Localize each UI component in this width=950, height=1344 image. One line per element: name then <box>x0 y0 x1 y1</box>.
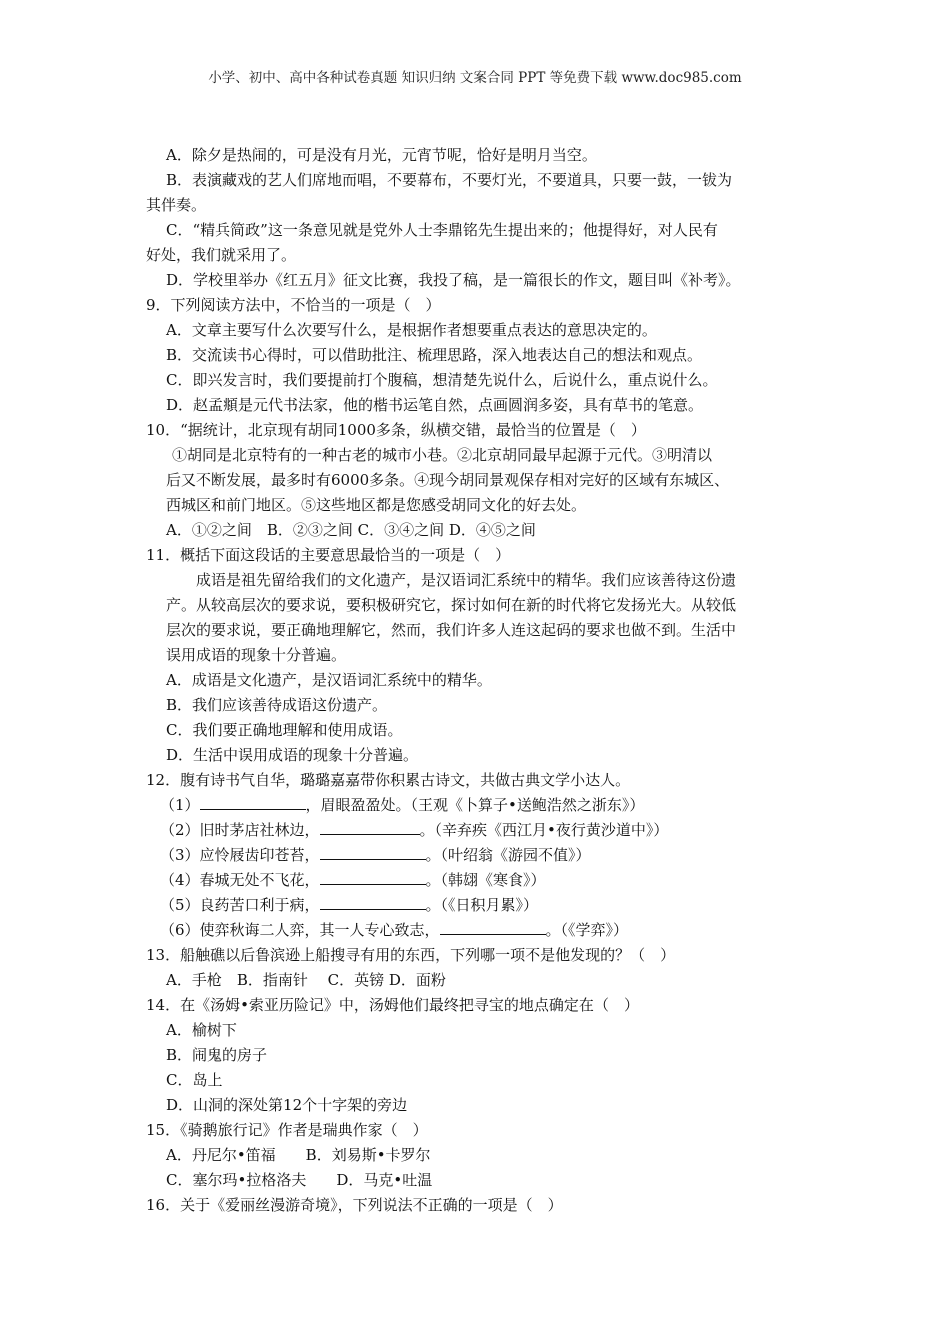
q9-option-d: D．赵孟頫是元代书法家，他的楷书运笔自然，点画圆润多姿，具有草书的笔意。 <box>166 396 704 414</box>
q12-item-4-suffix: 。（韩翃《寒食》） <box>425 871 546 889</box>
q8-option-b: B．表演藏戏的艺人们席地而唱，不要幕布，不要灯光，不要道具，只要一鼓，一钹为 <box>166 171 733 189</box>
q12-item-1-blank[interactable] <box>200 793 306 810</box>
page-content <box>146 143 810 1218</box>
q8-option-d: D．学校里举办《红五月》征文比赛，我投了稿，是一篇很长的作文，题目叫《补考》。 <box>166 271 741 289</box>
q10-passage-line: 后又不断发展，最多时有6000多条。④现今胡同景观保存相对完好的区域有东城区、 <box>166 471 730 489</box>
q12-item-6-blank[interactable] <box>440 918 546 935</box>
q9-option-b: B．交流读书心得时，可以借助批注、梳理思路，深入地表达自己的想法和观点。 <box>166 346 703 364</box>
q12-item-3-blank[interactable] <box>320 843 426 860</box>
q12-item-4 <box>146 868 810 893</box>
q9-stem: 9．下列阅读方法中，不恰当的一项是（ ） <box>146 296 441 314</box>
q10-stem: 10．“据统计，北京现有胡同1000多条，纵横交错，最恰当的位置是（ ） <box>146 421 646 439</box>
q9-option-a: A．文章主要写什么次要写什么，是根据作者想要重点表达的意思决定的。 <box>166 321 657 339</box>
q11-passage-line: 成语是祖先留给我们的文化遗产，是汉语词汇系统中的精华。我们应该善待这份遗 <box>166 571 737 589</box>
q11-option-a: A．成语是文化遗产，是汉语词汇系统中的精华。 <box>166 671 492 689</box>
q12-item-5-suffix: 。（《日积月累》） <box>425 896 539 914</box>
q11-stem: 11．概括下面这段话的主要意思最恰当的一项是（ ） <box>146 546 511 564</box>
q11-passage-line: 产。从较高层次的要求说，要积极研究它，探讨如何在新的时代将它发扬光大。从较低 <box>166 596 737 614</box>
q8-option-b-cont: 其伴奏。 <box>146 196 207 214</box>
q14-option-a: A．榆树下 <box>166 1021 237 1039</box>
q10-options: A．①②之间 B．②③之间 C．③④之间 D．④⑤之间 <box>166 521 536 539</box>
q14-option-b: B．闹鬼的房子 <box>166 1046 268 1064</box>
q8-option-c-cont: 好处，我们就采用了。 <box>146 246 297 264</box>
q13-options: A．手枪 B．指南针 C．英镑 D．面粉 <box>166 971 446 989</box>
q12-item-3 <box>146 843 810 868</box>
q12-item-6-suffix: 。（《学弈》） <box>545 921 629 939</box>
q15-options-row-1: A．丹尼尔•笛福 B．刘易斯•卡罗尔 <box>166 1146 431 1164</box>
q12-item-4-blank[interactable] <box>320 868 426 885</box>
q8-option-a: A．除夕是热闹的，可是没有月光，元宵节呢，恰好是明月当空。 <box>166 146 597 164</box>
q15-stem: 15．《骑鹅旅行记》作者是瑞典作家（ ） <box>146 1121 428 1139</box>
q9-option-c: C．即兴发言时，我们要提前打个腹稿，想清楚先说什么，后说什么，重点说什么。 <box>166 371 718 389</box>
page-header: 小学、初中、高中各种试卷真题 知识归纳 文案合同 PPT 等免费下载 www.doc985.com <box>208 70 742 86</box>
q10-passage-line: 西城区和前门地区。⑤这些地区都是您感受胡同文化的好去处。 <box>166 496 587 514</box>
q14-option-c: C．岛上 <box>166 1071 223 1089</box>
q13-stem: 13．船触礁以后鲁滨逊上船搜寻有用的东西，下列哪一项不是他发现的？（ ） <box>146 946 676 964</box>
q16-stem: 16．关于《爱丽丝漫游奇境》，下列说法不正确的一项是（ ） <box>146 1196 563 1214</box>
q12-item-3-suffix: 。（叶绍翁《游园不值》） <box>425 846 591 864</box>
q12-item-6-prefix: （6）使弈秋诲二人弈，其一人专心致志， <box>160 921 440 939</box>
q11-option-c: C．我们要正确地理解和使用成语。 <box>166 721 403 739</box>
q12-item-1-prefix: （1） <box>160 796 200 814</box>
q12-item-5 <box>146 893 810 918</box>
q12-item-5-prefix: （5）良药苦口利于病， <box>160 896 320 914</box>
q12-item-4-prefix: （4）春城无处不飞花， <box>160 871 320 889</box>
q11-option-d: D．生活中误用成语的现象十分普遍。 <box>166 746 419 764</box>
q15-options-row-2: C．塞尔玛•拉格洛夫 D．马克•吐温 <box>166 1171 433 1189</box>
q14-option-d: D．山洞的深处第12个十字架的旁边 <box>166 1096 408 1114</box>
q12-item-1-suffix: ，眉眼盈盈处。（王观《卜算子•送鲍浩然之浙东》） <box>305 796 645 814</box>
q12-item-5-blank[interactable] <box>320 893 426 910</box>
q12-item-2-suffix: 。（辛弃疾《西江月•夜行黄沙道中》） <box>419 821 669 839</box>
q12-item-2-blank[interactable] <box>320 818 420 835</box>
q12-item-3-prefix: （3）应怜屐齿印苍苔， <box>160 846 320 864</box>
q8-option-c: C．“精兵简政”这一条意见就是党外人士李鼎铭先生提出来的；他提得好，对人民有 <box>166 221 718 239</box>
q11-passage-line: 误用成语的现象十分普遍。 <box>166 646 347 664</box>
q12-item-6 <box>146 918 810 943</box>
q12-item-1 <box>146 793 810 818</box>
q10-passage-line: ①胡同是北京特有的一种古老的城市小巷。②北京胡同最早起源于元代。③明清以 <box>172 446 713 464</box>
q12-stem: 12．腹有诗书气自华，璐璐嘉嘉带你积累古诗文，共做古典文学小达人。 <box>146 771 631 789</box>
q14-stem: 14．在《汤姆•索亚历险记》中，汤姆他们最终把寻宝的地点确定在（ ） <box>146 996 639 1014</box>
q12-item-2 <box>146 818 810 843</box>
q11-passage-line: 层次的要求说，要正确地理解它，然而，我们许多人连这起码的要求也做不到。生活中 <box>166 621 737 639</box>
q11-option-b: B．我们应该善待成语这份遗产。 <box>166 696 388 714</box>
q12-item-2-prefix: （2）旧时茅店社林边， <box>160 821 320 839</box>
